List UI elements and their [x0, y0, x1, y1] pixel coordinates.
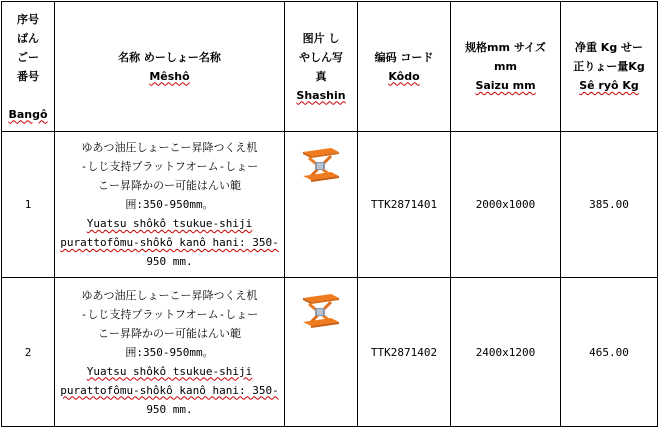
header-number-line: ごー	[17, 50, 39, 64]
row-number: 1	[2, 132, 55, 278]
header-size-line: mm	[494, 60, 517, 73]
row-image	[285, 132, 358, 278]
row-image	[285, 278, 358, 427]
row-code: TTK2871401	[358, 132, 451, 278]
header-image	[285, 2, 358, 132]
header-number-line: 序号	[17, 12, 39, 26]
table-row	[2, 278, 658, 427]
description-romaji-line: 950 mm.	[146, 255, 193, 268]
header-weight-romaji: Sê ryô Kg	[579, 79, 639, 92]
row-size: 2400x1200	[451, 278, 561, 427]
header-image-line: 图片 し	[302, 31, 340, 45]
header-name	[55, 2, 285, 132]
header-number-line: ばん	[17, 31, 39, 45]
description-line: 囲:350-950mm。	[125, 198, 214, 211]
product-table	[1, 1, 658, 427]
header-weight-line: 净重 Kg せー	[574, 41, 644, 54]
header-size	[451, 2, 561, 132]
row-weight: 385.00	[561, 132, 658, 278]
row-weight: 465.00	[561, 278, 658, 427]
header-code-line: 编码 コード	[374, 50, 434, 64]
header-code	[358, 2, 451, 132]
row-code: TTK2871402	[358, 278, 451, 427]
header-image-line: やしん写	[299, 50, 343, 64]
description-romaji-line: purattofômu-shôkô kanô hani: 350-	[60, 383, 279, 397]
header-weight-line: 正りょー量Kg	[573, 60, 645, 73]
row-number: 2	[2, 278, 55, 427]
row-description	[55, 278, 285, 427]
description-line: こー昇降かのー可能はんい範	[98, 179, 241, 192]
row-size: 2000x1000	[451, 132, 561, 278]
header-number-romaji: Bangô	[8, 107, 48, 121]
table-row	[2, 132, 658, 278]
description-line: こー昇降かのー可能はんい範	[98, 326, 241, 340]
header-number-line: 番号	[17, 69, 39, 83]
header-image-romaji: Shashin	[296, 88, 346, 102]
description-romaji-line: 950 mm.	[146, 402, 193, 416]
description-line: -しじ支持プラットフオーム-しょー	[80, 307, 259, 321]
description-line: 囲:350-950mm。	[125, 345, 214, 359]
description-line: ゆあつ油圧しょーこー昇降つくえ机	[81, 288, 258, 302]
description-romaji-line: Yuatsu shôkô tsukue-shiji	[86, 364, 253, 378]
header-name-line: 名称 めーしょー名称	[118, 50, 221, 64]
header-number-line	[2, 86, 54, 105]
description-line: -しじ支持プラットフオーム-しょー	[80, 160, 259, 173]
header-number	[2, 2, 55, 132]
scissor-lift-table-icon	[301, 292, 341, 328]
row-description	[55, 132, 285, 278]
header-size-romaji: Saizu mm	[475, 79, 536, 92]
description-line: ゆあつ油圧しょーこー昇降つくえ机	[81, 141, 258, 154]
description-romaji-line: purattofômu-shôkô kanô hani: 350-	[60, 236, 279, 249]
header-weight	[561, 2, 658, 132]
header-size-line: 规格mm サイズ	[465, 41, 546, 54]
scissor-lift-table-icon	[301, 146, 341, 182]
description-romaji-line: Yuatsu shôkô tsukue-shiji	[86, 217, 253, 230]
table-header-row	[2, 2, 658, 132]
header-image-line: 真	[315, 69, 327, 83]
header-name-romaji: Mêshô	[149, 69, 190, 83]
header-code-romaji: Kôdo	[388, 69, 420, 83]
